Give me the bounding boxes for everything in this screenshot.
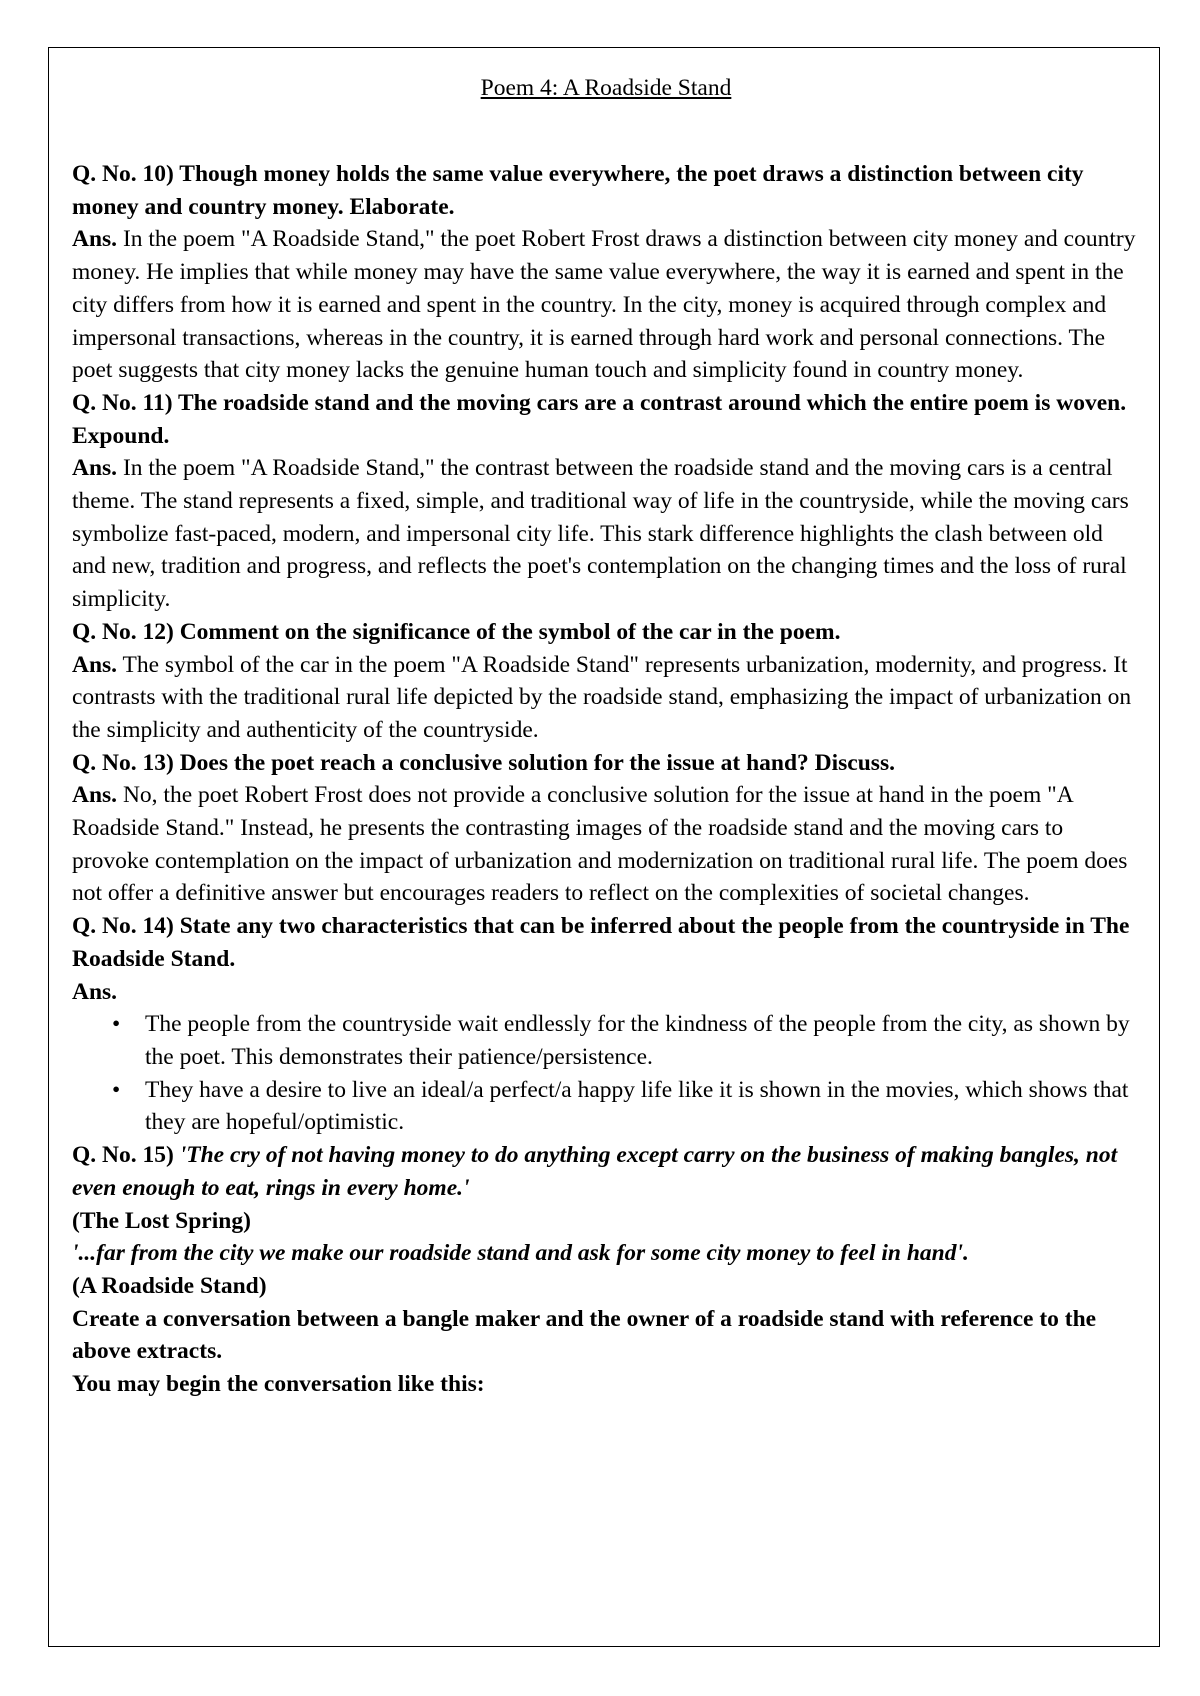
question-11: Q. No. 11) The roadside stand and the moving cars are a contrast around which the entire poem is woven. Expound. <box>72 389 1127 449</box>
question-13: Q. No. 13) Does the poet reach a conclusive solution for the issue at hand? Discuss. <box>72 749 895 776</box>
question-12: Q. No. 12) Comment on the significance of the symbol of the car in the poem. <box>72 618 841 645</box>
answer-12 <box>72 649 1140 747</box>
extract-roadside-stand: '...far from the city we make our roadside stand and ask for some city money to feel in hand'. <box>72 1240 969 1267</box>
question-15-label: Q. No. 15) <box>72 1142 180 1169</box>
question-block-13 <box>72 747 1140 911</box>
answer-text: In the poem "A Roadside Stand," the poet Robert Frost draws a distinction between city money and country money. He implies that while money may have the same value everywhere, the way it is earned and spent in the city differs from how it is earned and spent in the country. In the city, money is acquired through complex and impersonal transactions, whereas in the country, it is earned through hard work and personal connections. The poet suggests that city money lacks the genuine human touch and simplicity found in country money. <box>72 226 1136 384</box>
answer-text: The symbol of the car in the poem "A Roadside Stand" represents urbanization, modernity, and progress. It contrasts with the traditional rural life depicted by the roadside stand, emphasizing the impact of urbanization on the simplicity and authenticity of the countryside. <box>72 651 1132 743</box>
list-item: • They have a desire to live an ideal/a perfect/a happy life like it is shown in the movies, which shows that they are hopeful/optimistic. <box>145 1074 1140 1139</box>
answer-label: Ans. <box>72 226 118 253</box>
answer-text: No, the poet Robert Frost does not provide a conclusive solution for the issue at hand in the poem "A Roadside Stand." Instead, he presents the contrasting images of the roadside stand and the moving cars to provoke contemplation on the impact of urbanization and modernization on traditional rural life. The poem does not offer a definitive answer but encourages readers to reflect on the complexities of societal changes. <box>72 782 1128 907</box>
answer-10 <box>72 223 1140 387</box>
question-block-15 <box>72 1139 1140 1401</box>
question-block-10 <box>72 158 1140 387</box>
answer-label: Ans. <box>72 455 118 482</box>
list-item: • The people from the countryside wait endlessly for the kindness of the people from the city, as shown by the poet. This demonstrates their patience/persistence. <box>145 1008 1140 1073</box>
document-body <box>72 72 1140 1401</box>
answer-label: Ans. <box>72 782 118 809</box>
question-15-task: Create a conversation between a bangle maker and the owner of a roadside stand with reference to the above extracts. <box>72 1305 1097 1365</box>
question-block-14 <box>72 910 1140 1139</box>
question-15-quote-1 <box>72 1139 1140 1204</box>
answer-label: Ans. <box>72 978 118 1005</box>
source-lost-spring: (The Lost Spring) <box>72 1207 251 1234</box>
answer-text: In the poem "A Roadside Stand," the contrast between the roadside stand and the moving cars is a central theme. The stand represents a fixed, simple, and traditional way of life in the countryside, while the moving cars symbolize fast-paced, modern, and impersonal city life. This stark difference highlights the clash between old and new, tradition and progress, and reflects the poet's contemplation on the changing times and the loss of rural simplicity. <box>72 455 1129 613</box>
answer-label: Ans. <box>72 651 118 678</box>
question-block-11 <box>72 387 1140 616</box>
question-10: Q. No. 10) Though money holds the same value everywhere, the poet draws a distinction between city money and country money. Elaborate. <box>72 161 1084 220</box>
question-15-begin: You may begin the conversation like this: <box>72 1371 485 1398</box>
answer-13 <box>72 779 1140 910</box>
page-title: Poem 4: A Roadside Stand <box>480 75 732 101</box>
extract-lost-spring: 'The cry of not having money to do anything except carry on the business of making bangles, not even enough to eat, rings in every home.' <box>72 1142 1118 1201</box>
source-roadside-stand: (A Roadside Stand) <box>72 1272 267 1299</box>
question-block-12 <box>72 616 1140 747</box>
answer-14-list <box>72 1008 1140 1139</box>
answer-11 <box>72 452 1140 616</box>
question-14: Q. No. 14) State any two characteristics that can be inferred about the people from the countryside in The Roadside Stand. <box>72 913 1130 972</box>
